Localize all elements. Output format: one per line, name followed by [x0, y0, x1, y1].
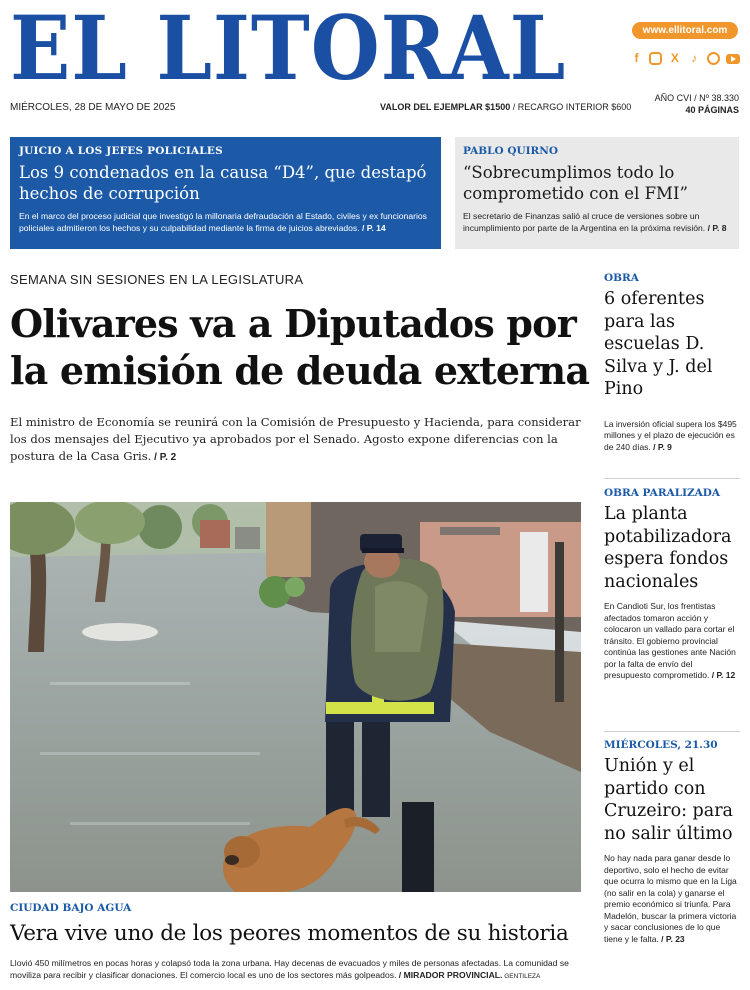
sidebar-kicker: MIÉRCOLES, 21.30	[604, 739, 718, 751]
sidebar-body	[604, 853, 740, 945]
price-label: VALOR DEL EJEMPLAR $1500	[380, 102, 511, 112]
social-icons	[630, 52, 740, 65]
sidebar-kicker: OBRA PARALIZADA	[604, 487, 721, 499]
page-count: 40 PÁGINAS	[685, 105, 739, 115]
sidebar-story[interactable]	[604, 487, 740, 682]
story-body	[19, 210, 432, 234]
photo-kicker: CIUDAD BAJO AGUA	[10, 902, 132, 914]
masthead	[10, 0, 610, 100]
photo-headline[interactable]: Vera vive uno de los peores momentos de su historia	[10, 921, 569, 946]
page-ref: / P. 12	[709, 670, 736, 680]
sidebar-text: En Candioti Sur, los frentistas afectados tomaron acción y colocaron un vallado para cortar el tránsito. El gobierno provincial continúa las gestiones ante Nación por la falta de envío del presupuesto comprometido.	[604, 601, 736, 680]
sidebar-headline: 6 oferentes para las escuelas D. Silva y J. del Pino	[604, 289, 713, 399]
surcharge-label: / RECARGO INTERIOR $600	[510, 102, 632, 112]
sidebar-text: No hay nada para ganar desde lo deportivo, solo el hecho de evitar que ocurra lo mismo que en la Liga (no salir en la cola) y ganarse el premio económico si triunfa. Para Madelón, buscar la primera victoria y sacar conclusiones de lo que tiene y le falta.	[604, 853, 737, 944]
website-link[interactable]: www.ellitoral.com	[632, 22, 738, 39]
x-icon[interactable]: X	[670, 51, 679, 65]
page-ref: / P. 2	[151, 452, 177, 463]
tiktok-icon[interactable]: ♪	[691, 51, 698, 65]
sidebar-headline: La planta potabilizadora espera fondos nacionales	[604, 504, 732, 592]
story-text: En el marco del proceso judicial que investigó la millonaria defraudación al Estado, civiles y ex funcionarios policiales admitieron los hechos y su culpabilidad mediante la firma de juicios abreviados.	[19, 211, 427, 233]
page-ref: / P. 8	[705, 223, 727, 233]
sidebar-story[interactable]	[604, 739, 740, 945]
sidebar-kicker: OBRA	[604, 272, 639, 284]
date-line: MIÉRCOLES, 28 DE MAYO DE 2025	[10, 102, 176, 113]
story-body	[463, 210, 731, 234]
main-kicker: SEMANA SIN SESIONES EN LA LEGISLATURA	[10, 272, 304, 287]
photo-text: Llovió 450 milímetros en pocas horas y colapsó toda la zona urbana. Hay decenas de evacuados y miles de personas afectadas. La comunidad se moviliza para recibir y clasificar donaciones. El comercio local es uno de los sectores más golpeados.	[10, 958, 569, 980]
story-kicker: JUICIO A LOS JEFES POLICIALES	[19, 145, 223, 157]
main-text: El ministro de Economía se reunirá con la Comisión de Presupuesto y Hacienda, para considerar los dos mensajes del Ejecutivo ya aprobados por el Senado. Agosto expone diferencias con la postura de la Casa Gris.	[10, 415, 581, 463]
youtube-icon[interactable]	[726, 54, 740, 64]
main-body	[10, 414, 585, 466]
sidebar-body	[604, 419, 740, 454]
top-left-story[interactable]	[10, 137, 441, 249]
top-right-story[interactable]	[455, 137, 739, 249]
page-ref: / P. 23	[658, 933, 685, 944]
whatsapp-icon[interactable]	[707, 52, 720, 65]
photo-credit: / MIRADOR PROVINCIAL.	[396, 970, 503, 980]
sidebar-headline: Unión y el partido con Cruzeiro: para no salir último	[604, 756, 733, 844]
story-text: El secretario de Finanzas salió al cruce de versiones sobre un incumplimiento por parte de la Argentina en la próxima revisión.	[463, 211, 706, 233]
main-headline[interactable]: Olivares va a Diputados por la emisión de deuda externa	[10, 301, 590, 393]
photo-body	[10, 957, 590, 983]
sidebar-body	[604, 601, 740, 682]
flood-photo	[10, 502, 581, 892]
facebook-icon[interactable]: f	[634, 51, 639, 65]
page-ref: / P. 14	[359, 223, 386, 233]
price-info	[380, 102, 631, 112]
story-headline: “Sobrecumplimos todo lo comprometido con el FMI”	[463, 163, 688, 203]
photo-courtesy: GENTILEZA	[502, 973, 541, 980]
sidebar-text: La inversión oficial supera los $495 millones y el plazo de ejecución es de 240 días.	[604, 418, 737, 452]
divider	[604, 478, 740, 479]
story-headline: Los 9 condenados en la causa “D4”, que destapó hechos de corrupción	[19, 163, 427, 203]
instagram-icon[interactable]	[649, 52, 662, 65]
divider	[604, 731, 740, 732]
newspaper-logo: EL LITORAL	[10, 0, 567, 100]
edition-info	[655, 92, 739, 116]
issue-number: AÑO CVI / Nº 38.330	[654, 93, 739, 103]
sidebar-story[interactable]	[604, 272, 740, 453]
page-ref: / P. 9	[650, 441, 672, 452]
story-kicker: PABLO QUIRNO	[463, 145, 559, 157]
